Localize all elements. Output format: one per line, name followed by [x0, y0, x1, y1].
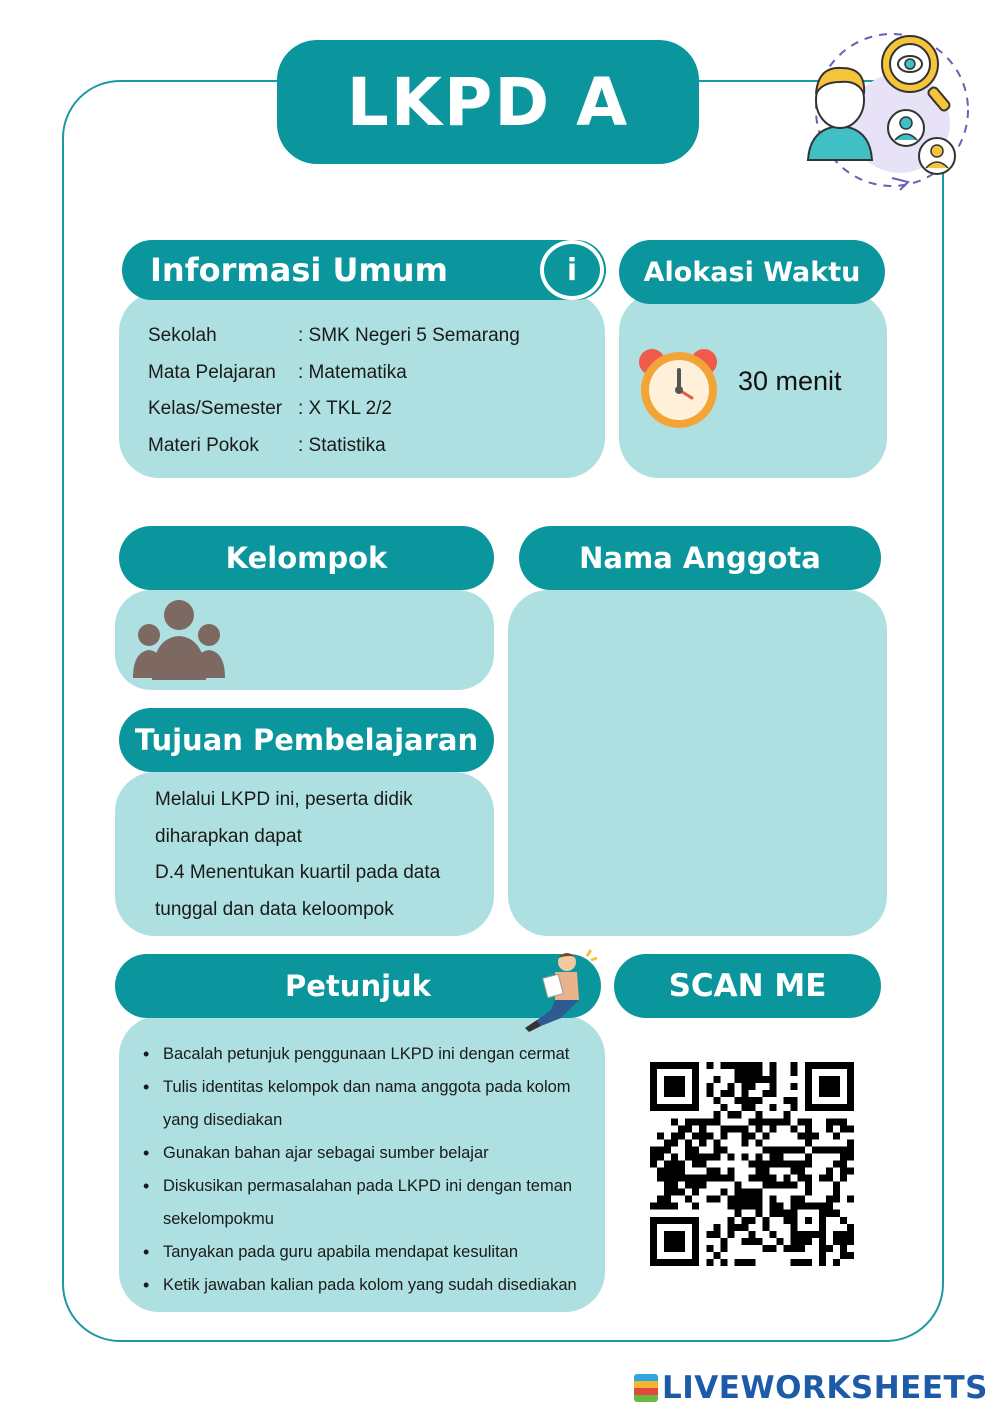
info-value: : SMK Negeri 5 Semarang — [298, 325, 520, 346]
info-label: Materi Pokok — [148, 434, 259, 456]
members-box[interactable] — [508, 590, 887, 936]
objective-line: D.4 Menentukan kuartil pada data — [155, 862, 441, 883]
group-heading: Kelompok — [225, 541, 388, 575]
time-value: 30 menit — [738, 366, 842, 396]
info-label: Kelas/Semester — [148, 398, 283, 419]
objective-box — [115, 772, 494, 936]
objective-line: tunggal dan data keloompok — [155, 898, 394, 920]
info-row-subject — [148, 355, 520, 392]
brand-name: LIVEWORKSHEETS — [662, 1370, 988, 1406]
time-header — [619, 240, 885, 304]
instruction-item: • Ketik jawaban kalian pada kolom yang sudah disediakan — [137, 1269, 597, 1302]
info-row-topic — [148, 428, 520, 465]
info-row-class — [148, 391, 520, 428]
info-icon-letter: i — [566, 252, 578, 288]
scan-header — [614, 954, 881, 1018]
student-reading-illustration — [515, 948, 599, 1038]
info-value: : Statistika — [298, 434, 386, 456]
live-badge-icon — [634, 1374, 658, 1402]
alarm-clock-icon — [634, 344, 724, 434]
instructions-list — [137, 1038, 597, 1302]
info-row-school — [148, 318, 520, 355]
info-value: : X TKL 2/2 — [298, 398, 392, 419]
members-heading: Nama Anggota — [579, 541, 821, 575]
info-rows — [148, 318, 520, 464]
objective-heading: Tujuan Pembelajaran — [134, 723, 479, 757]
members-header — [519, 526, 881, 590]
instruction-item: • Gunakan bahan ajar sebagai sumber belajar — [137, 1137, 597, 1170]
info-label: Mata Pelajaran — [148, 361, 276, 383]
objective-line: Melalui LKPD ini, peserta didik — [155, 789, 413, 810]
objective-header — [119, 708, 494, 772]
qr-code[interactable] — [650, 1062, 854, 1266]
liveworksheets-logo[interactable] — [634, 1370, 988, 1406]
objective-line: diharapkan dapat — [155, 825, 302, 847]
objective-text — [155, 782, 440, 928]
info-header — [122, 240, 606, 300]
instruction-item: • Diskusikan permasalahan pada LKPD ini dengan teman sekelompokmu — [137, 1170, 597, 1236]
instruction-item: • Tulis identitas kelompok dan nama anggota pada kolom yang disediakan — [137, 1071, 597, 1137]
info-heading: Informasi Umum — [150, 251, 448, 289]
info-label: Sekolah — [148, 325, 217, 346]
instruction-item: • Tanyakan pada guru apabila mendapat kesulitan — [137, 1236, 597, 1269]
instruction-item: • Bacalah petunjuk penggunaan LKPD ini dengan cermat — [137, 1038, 597, 1071]
info-value: : Matematika — [298, 361, 407, 383]
time-heading: Alokasi Waktu — [643, 256, 861, 288]
teamwork-illustration — [800, 28, 970, 198]
info-icon — [540, 240, 604, 300]
group-header — [119, 526, 494, 590]
worksheet-title: LKPD A — [277, 40, 699, 164]
scan-heading: SCAN ME — [668, 968, 827, 1004]
info-box — [119, 292, 605, 478]
instructions-box — [119, 1016, 605, 1312]
instructions-heading: Petunjuk — [285, 969, 431, 1003]
group-people-icon — [132, 600, 226, 682]
